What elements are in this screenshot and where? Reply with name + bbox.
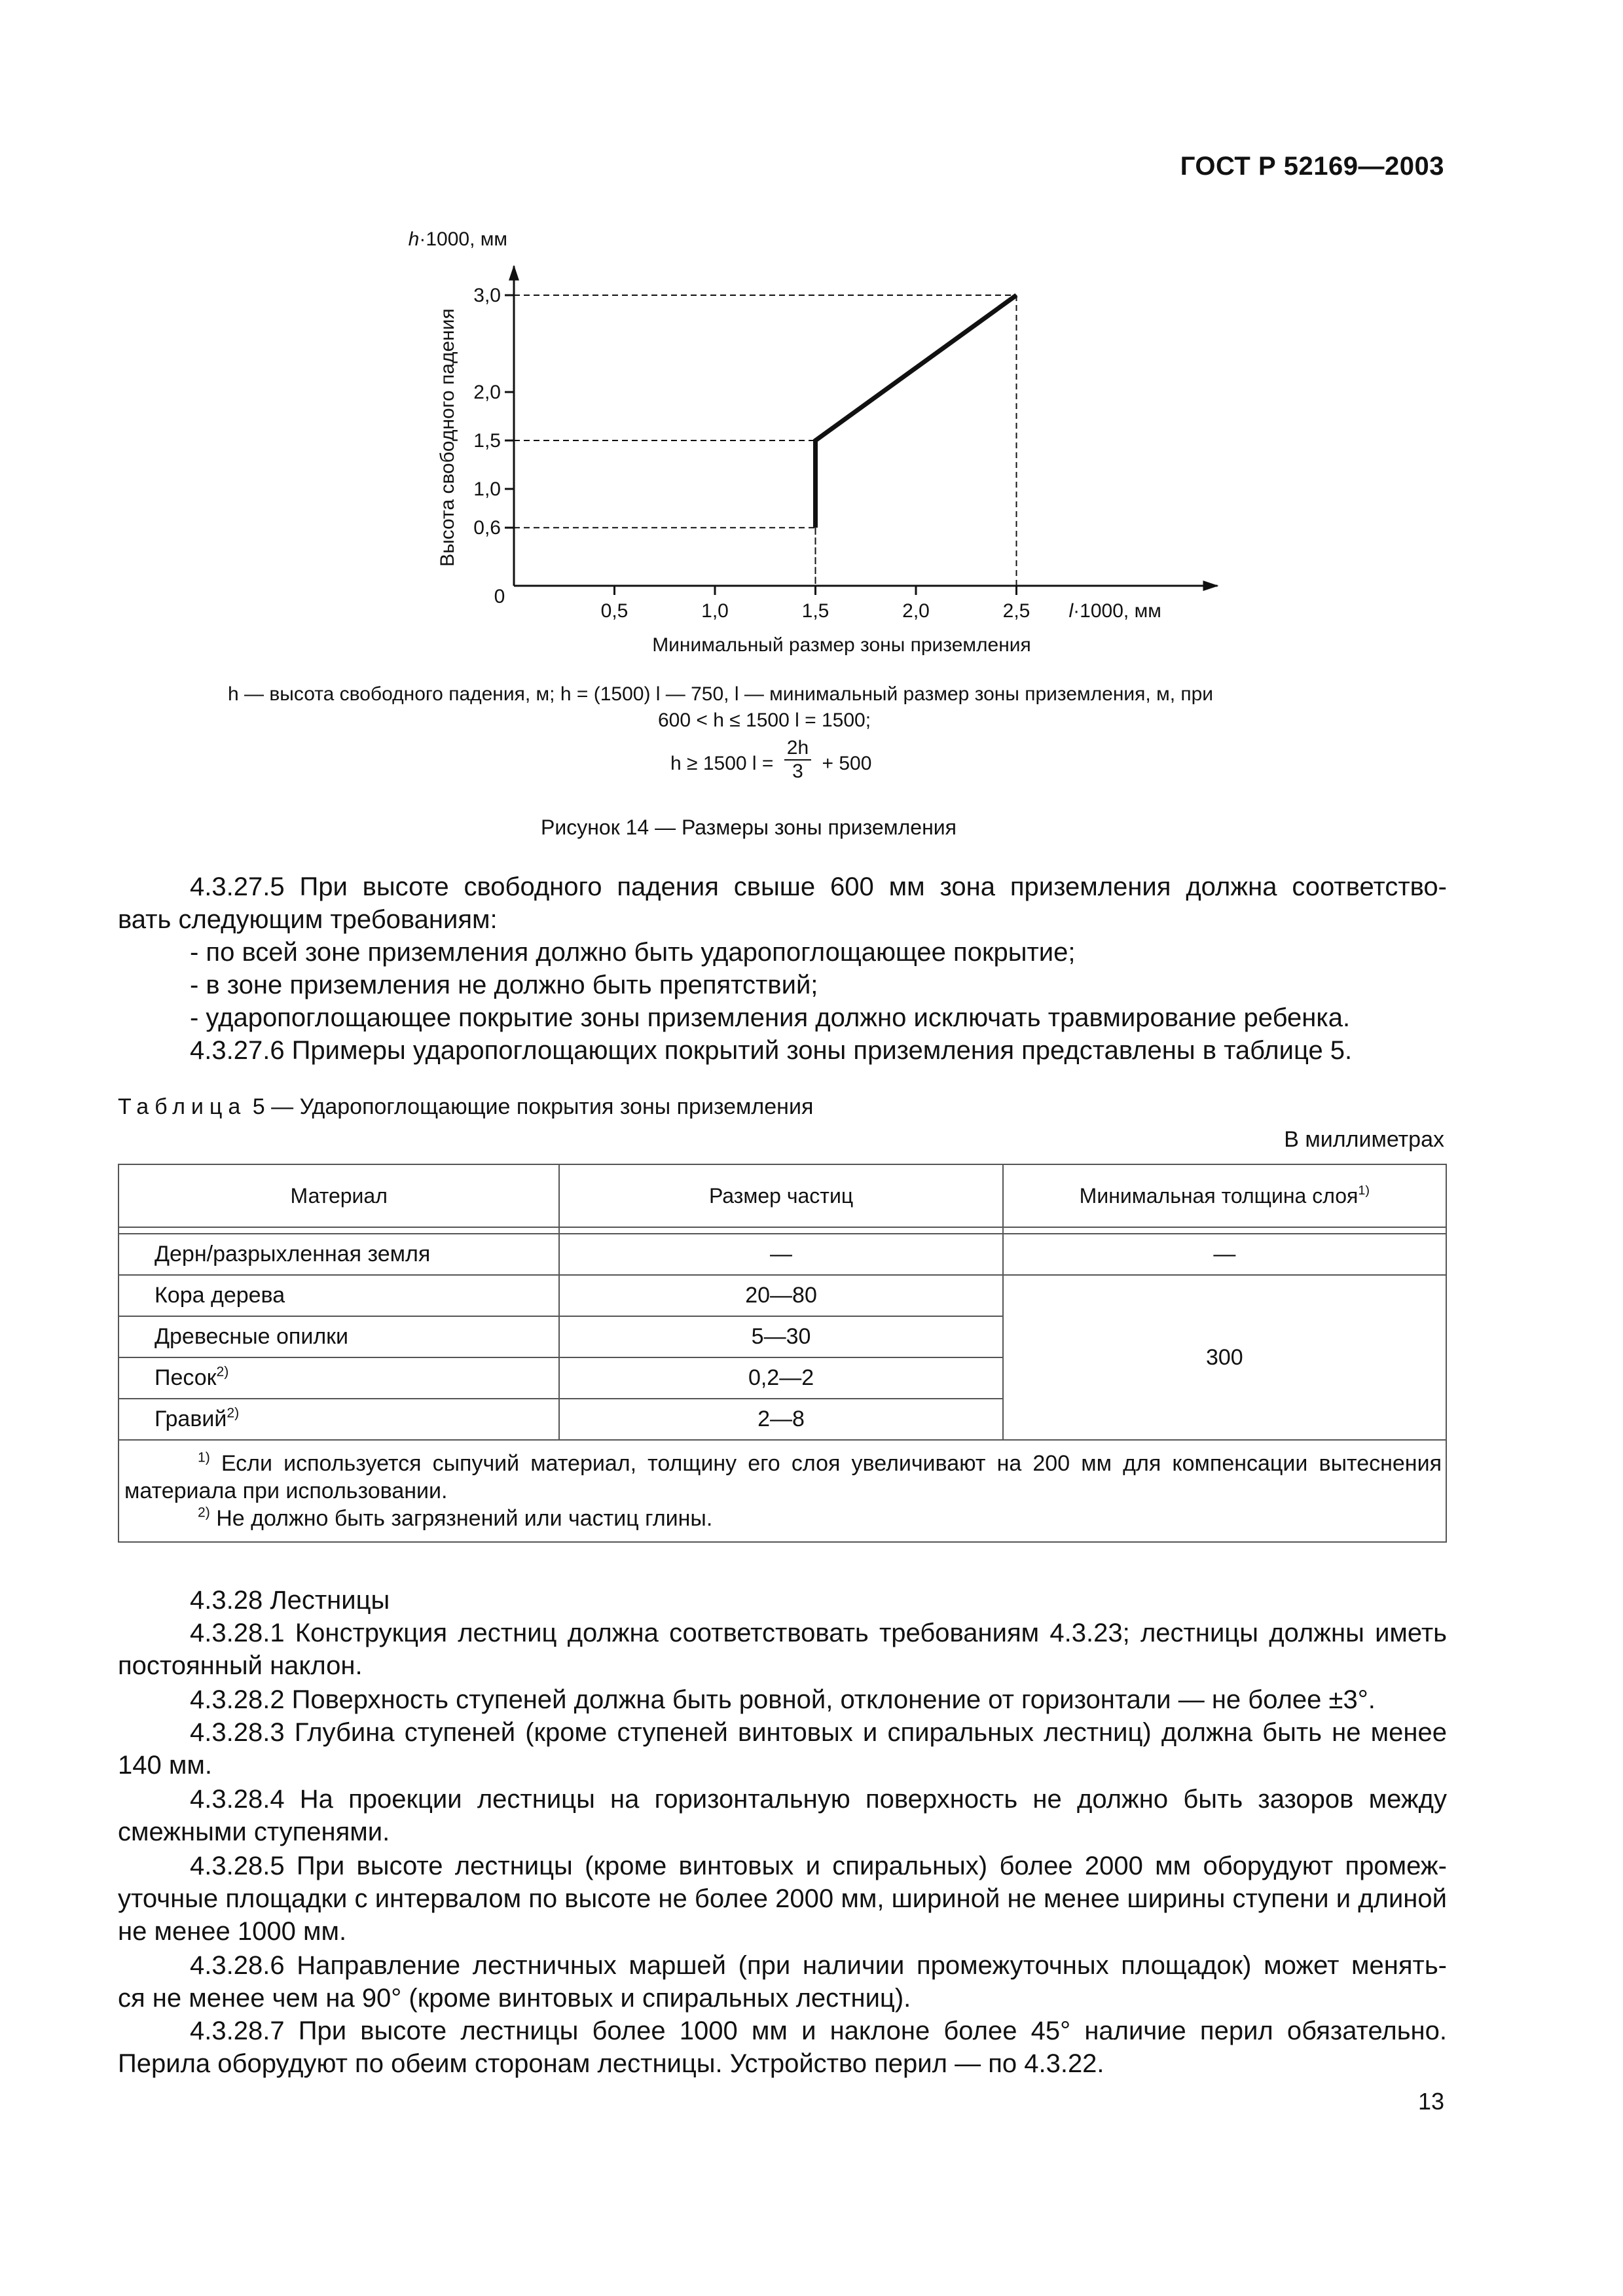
paragraph-4-3-27-5-line-1: 4.3.27.5 При высоте свободного падения свыше 600 мм зона приземления должна соответство- <box>190 872 1447 901</box>
series-line <box>816 295 1017 528</box>
header-note-mark: 1) <box>1358 1183 1370 1198</box>
table-note-2 <box>124 1505 1442 1532</box>
cell-size: 20—80 <box>559 1275 1002 1316</box>
cell-thickness-merged: 300 <box>1003 1275 1446 1440</box>
paragraph-4-3-28-6-rest: ся не менее чем на 90° (кроме винтовых и спиральных лестниц). <box>118 1984 911 2013</box>
cell-size: 2—8 <box>559 1399 1002 1440</box>
table-notes-row <box>119 1440 1446 1542</box>
fraction-numerator: 2h <box>784 737 811 761</box>
x-tick-label: 2,5 <box>1002 600 1030 622</box>
table-caption-text: 5 — Ударопоглощающие покрытия зоны приземления <box>252 1094 814 1119</box>
header-gap <box>119 1227 1446 1234</box>
y-tick-label: 2,0 <box>473 382 501 403</box>
bullet-2: - в зоне приземления не должно быть препятствий; <box>190 971 818 999</box>
y-axis-rotated-label: Высота свободного падения <box>437 308 458 567</box>
chart-ticks <box>505 295 1017 595</box>
material-note-mark: 2) <box>227 1405 240 1421</box>
table-row <box>119 1275 1446 1316</box>
y-tick-label: 1,0 <box>473 478 501 500</box>
formula-fraction <box>784 737 811 783</box>
cell-thickness: — <box>1003 1234 1446 1275</box>
y-tick-label: 1,5 <box>473 430 501 452</box>
x-tick-label: 0,5 <box>600 600 629 622</box>
table-caption <box>118 1094 813 1120</box>
cell-material <box>119 1399 559 1440</box>
y-axis-title: h·1000, мм <box>408 228 507 250</box>
x-axis-title: l·1000, мм <box>1068 600 1161 622</box>
note-2-text: Не должно быть загрязнений или частиц глины. <box>216 1506 713 1531</box>
origin-label: 0 <box>494 586 505 607</box>
legend-line-1: h — высота свободного падения, м; h = (1500) l — 750, l — минимальный размер зоны приземления, м, при <box>228 683 1214 705</box>
note-1-text: Если используется сыпучий материал, толщину его слоя увеличивают на 200 мм для компенсации вытеснения материала при использовании. <box>124 1451 1442 1503</box>
table-caption-word: Таблица <box>118 1094 247 1119</box>
paragraph-4-3-28-6-line-1: 4.3.28.6 Направление лестничных маршей (при наличии промежуточных площадок) может менять- <box>190 1951 1447 1980</box>
table-notes <box>119 1440 1446 1542</box>
paragraph-4-3-28-1: 4.3.28.1 Конструкция лестниц должна соответствовать требованиям 4.3.23; лестницы должны иметь постоянный наклон. <box>118 1619 1447 1680</box>
section-4-3-28-title: 4.3.28 Лестницы <box>190 1586 390 1615</box>
table-unit: В миллиметрах <box>1284 1127 1444 1152</box>
paragraph-4-3-27-5-line-2: вать следующим требованиям: <box>118 905 498 934</box>
chart-labels <box>409 228 1161 656</box>
paragraph-4-3-28-2: 4.3.28.2 Поверхность ступеней должна быть ровной, отклонение от горизонтали — не более ±3°. <box>190 1685 1376 1714</box>
paragraph-4-3-28-4: 4.3.28.4 На проекции лестницы на горизонтальную поверхность не должно быть зазоров между смежными ступенями. <box>118 1785 1447 1846</box>
paragraph-4-3-28-7: 4.3.28.7 При высоте лестницы более 1000 мм и наклоне более 45° наличие перил обязательно. Перила оборудуют по обеим сторонам лестницы. Устройство перил — по 4.3.22. <box>118 2017 1447 2078</box>
header-min-thickness <box>1003 1164 1446 1227</box>
header-particle-size: Размер частиц <box>559 1164 1002 1227</box>
note-1-mark: 1) <box>198 1450 210 1465</box>
paragraph-4-3-28-5-line-1: 4.3.28.5 При высоте лестницы (кроме винтовых и спиральных) более 2000 мм оборудуют промеж- <box>190 1852 1447 1880</box>
paragraph-4-3-28-5-rest: уточные площадки с интервалом по высоте не более 2000 мм, шириной не менее ширины ступени и длиной не менее 1000 мм. <box>118 1884 1447 1946</box>
x-tick-label: 2,0 <box>902 600 930 622</box>
bullet-3: - ударопоглощающее покрытие зоны приземления должно исключать травмирование ребенка. <box>190 1003 1351 1032</box>
cell-material: Дерн/разрыхленная земля <box>119 1234 559 1275</box>
chart-guides <box>514 295 1017 586</box>
formula-left: h ≥ 1500 l = <box>670 753 774 774</box>
material-note-mark: 2) <box>216 1364 229 1380</box>
landing-zone-chart <box>327 216 1231 668</box>
cell-material <box>119 1357 559 1399</box>
landing-surfaces-table <box>118 1164 1447 1543</box>
x-tick-label: 1,5 <box>801 600 830 622</box>
fraction-denominator: 3 <box>792 761 803 782</box>
table-row <box>119 1234 1446 1275</box>
formula-right: + 500 <box>822 753 872 774</box>
chart-axes <box>514 266 1218 586</box>
document-id: ГОСТ Р 52169—2003 <box>1180 152 1444 181</box>
chart-series <box>816 295 1017 528</box>
cell-size: 0,2—2 <box>559 1357 1002 1399</box>
header-min-thickness-text: Минимальная толщина слоя <box>1079 1183 1359 1208</box>
x-tick-label: 1,0 <box>701 600 729 622</box>
cell-material: Кора дерева <box>119 1275 559 1316</box>
legend-line-2: 600 < h ≤ 1500 l = 1500; <box>658 709 871 731</box>
table-note-1 <box>124 1450 1442 1505</box>
material-name: Гравий <box>155 1407 227 1431</box>
cell-size: 5—30 <box>559 1316 1002 1357</box>
note-2-mark: 2) <box>198 1505 210 1520</box>
header-material: Материал <box>119 1164 559 1227</box>
material-name: Песок <box>155 1365 217 1390</box>
figure-legend <box>228 682 1341 707</box>
cell-material: Древесные опилки <box>119 1316 559 1357</box>
paragraph-4-3-28-3: 4.3.28.3 Глубина ступеней (кроме ступеней винтовых и спиральных лестниц) должна быть не менее 140 мм. <box>118 1718 1447 1780</box>
bullet-1: - по всей зоне приземления должно быть ударопоглощающее покрытие; <box>190 938 1076 967</box>
page-number: 13 <box>1417 2088 1444 2115</box>
legend-formula <box>670 737 871 789</box>
y-tick-label: 3,0 <box>473 285 501 306</box>
paragraph-4-3-27-6: 4.3.27.6 Примеры ударопоглощающих покрытий зоны приземления представлены в таблице 5. <box>190 1036 1353 1065</box>
figure-caption: Рисунок 14 — Размеры зоны приземления <box>541 816 957 839</box>
table-header-row <box>119 1164 1446 1227</box>
cell-size: — <box>559 1234 1002 1275</box>
y-tick-label: 0,6 <box>473 517 501 539</box>
x-axis-caption: Минимальный размер зоны приземления <box>652 634 1031 656</box>
